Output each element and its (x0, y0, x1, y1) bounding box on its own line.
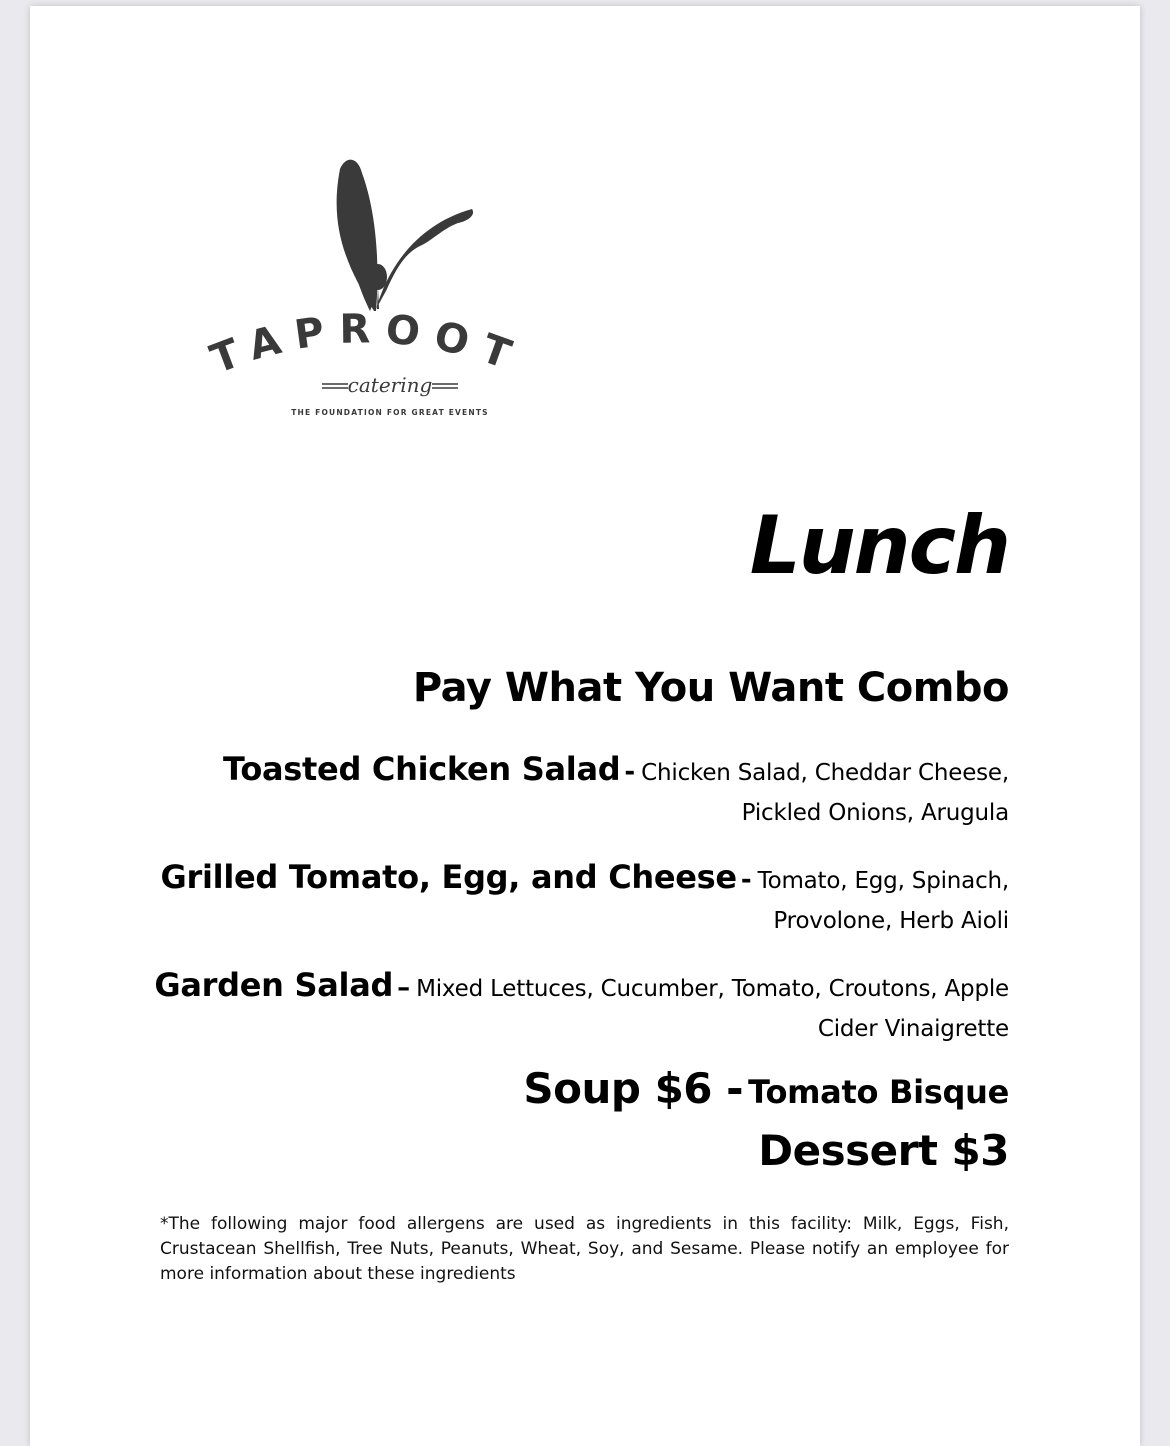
menu-item (149, 858, 1009, 942)
menu-item-separator: - (740, 865, 752, 895)
menu-item (149, 750, 1009, 834)
allergen-notice: *The following major food allergens are used as ingredients in this facility: Milk, Eggs, Fish, Crustacean Shellfish, Tree Nuts, Peanuts, Wheat, Soy, and Sesame. Please notify an employee for more information about these ingredients (160, 1214, 1009, 1284)
dessert-price: Dessert $3 (758, 1126, 1009, 1175)
menu-item-name: Grilled Tomato, Egg, and Cheese (160, 858, 737, 896)
menu-item-name: Garden Salad (154, 966, 394, 1004)
brand-tagline: THE FOUNDATION FOR GREAT EVENTS (291, 408, 489, 417)
menu-page (30, 6, 1140, 1446)
taproot-logo (200, 151, 530, 421)
menu-item-separator: - (624, 757, 636, 787)
radish-leaf-left (337, 160, 378, 311)
menu-item-description: Tomato, Egg, Spinach, Provolone, Herb Aioli (757, 868, 1009, 934)
soup-price: Soup $6 - (523, 1064, 744, 1113)
combo-heading: Pay What You Want Combo (412, 665, 1009, 711)
menu-items-list (149, 750, 1009, 1074)
brand-name: TAPROOT (204, 306, 530, 384)
menu-item (149, 966, 1009, 1050)
menu-item-separator: – (397, 973, 411, 1003)
radish-taproot (377, 287, 379, 309)
brand-subtitle: catering (347, 373, 433, 397)
radish-leaf-right (376, 209, 473, 309)
menu-item-description: Mixed Lettuces, Cucumber, Tomato, Croutons, Apple Cider Vinaigrette (416, 976, 1009, 1042)
radish-bulb (369, 264, 387, 290)
soup-line (523, 1064, 1009, 1114)
menu-title: Lunch (749, 499, 1009, 592)
menu-item-description: Chicken Salad, Cheddar Cheese, Pickled Onions, Arugula (641, 760, 1009, 826)
soup-description: Tomato Bisque (748, 1073, 1009, 1111)
menu-item-name: Toasted Chicken Salad (223, 750, 621, 788)
radish-logo-icon (200, 151, 530, 421)
